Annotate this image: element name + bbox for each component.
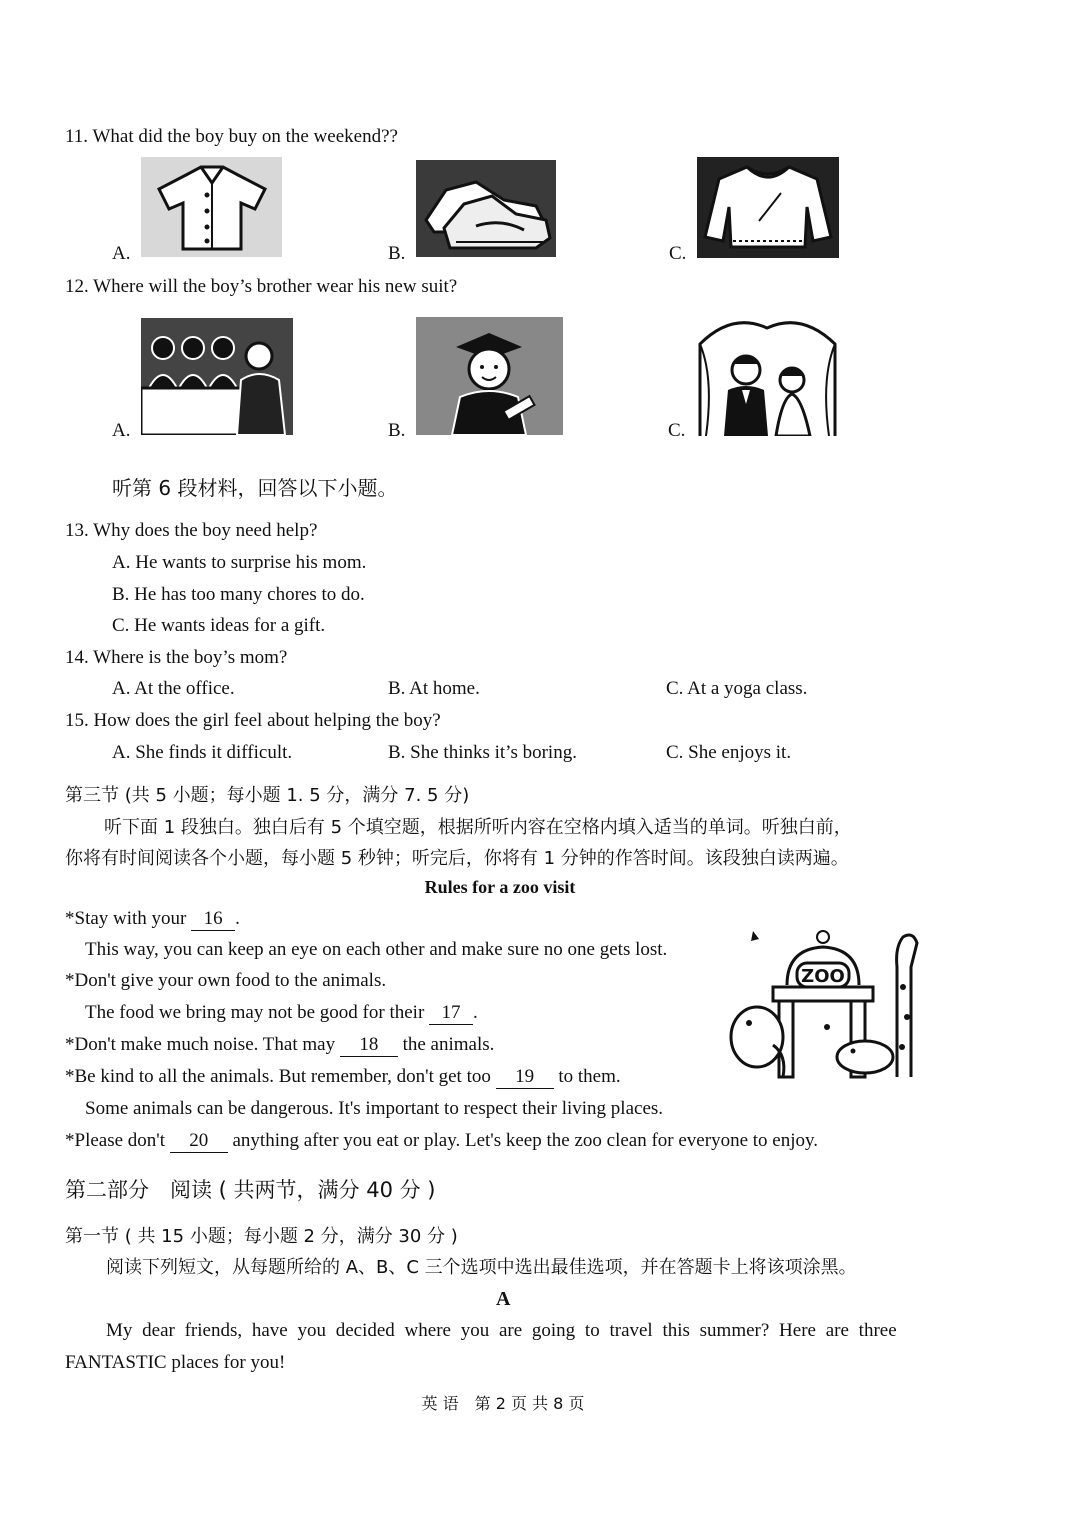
q11-option-c-label: C. (669, 243, 687, 264)
shirt-icon (141, 157, 282, 257)
zoo-sign: ZOO (801, 966, 845, 987)
rule-text: The food we bring may not be good for their (85, 1002, 425, 1023)
zoo-rules-title: Rules for a zoo visit (424, 877, 576, 897)
answer-blank-18[interactable]: 18 (340, 1035, 398, 1057)
page-footer: 英 语 第 2 页 共 8 页 (421, 1394, 585, 1413)
rule-text: Stay with your (74, 908, 187, 929)
rule-16-explanation: This way, you can keep an eye on each other and make sure no one gets lost. (85, 939, 668, 960)
section-3-instruction-line-2: 你将有时间阅读各个小题，每小题 5 秒钟；听完后，你将有 1 分钟的作答时间。该段独白读两遍。 (65, 848, 849, 869)
q12-option-c-label: C. (668, 420, 686, 441)
graduation-icon (416, 317, 563, 435)
section-3-instruction-line-1: 听下面 1 段独白。独白后有 5 个填空题，根据所听内容在空格内填入适当的单词。听独白前， (104, 817, 852, 838)
q13-stem: 13. Why does the boy need help? (65, 520, 318, 541)
q12-option-a-label: A. (112, 420, 131, 441)
answer-blank-17[interactable]: 17 (429, 1003, 473, 1025)
rule-18 (65, 1034, 494, 1057)
rule-text-end: . (235, 908, 240, 929)
rule-text-end: . (473, 1002, 478, 1023)
job-interview-icon (141, 318, 293, 435)
bullet: * (65, 970, 75, 991)
passage-line-1: My dear friends, have you decided where you are going to travel this summer? Here are three (106, 1320, 897, 1341)
q12-stem: 12. Where will the boy’s brother wear his new suit? (65, 276, 458, 297)
answer-blank-16[interactable]: 16 (191, 909, 235, 931)
rule-17 (85, 1002, 478, 1025)
rule-19 (65, 1066, 621, 1089)
rule-text: Don't give your own food to the animals. (74, 970, 387, 991)
rule-text-end: to them. (558, 1066, 621, 1087)
section-3-heading: 第三节 (共 5 小题；每小题 1. 5 分，满分 7. 5 分) (65, 785, 470, 806)
q13-option-b: B. He has too many chores to do. (112, 584, 365, 605)
rule-text: Don't make much noise. That may (74, 1034, 336, 1055)
rule-text-end: the animals. (402, 1034, 495, 1055)
bullet: * (65, 1130, 75, 1151)
q12-option-b-label: B. (388, 420, 406, 441)
wedding-icon (696, 318, 839, 436)
q11-option-a-label: A. (112, 243, 131, 264)
part-2-instruction: 阅读下列短文，从每题所给的 A、B、C 三个选项中选出最佳选项，并在答题卡上将该项涂黑。 (106, 1257, 857, 1278)
q14-option-a: A. At the office. (112, 678, 235, 699)
passage-label: A (496, 1288, 511, 1310)
q13-option-c: C. He wants ideas for a gift. (112, 615, 326, 636)
q11-option-b-label: B. (388, 243, 406, 264)
q15-option-b: B. She thinks it’s boring. (388, 742, 577, 763)
passage-line-2: FANTASTIC places for you! (65, 1352, 286, 1373)
bullet: * (65, 1066, 75, 1087)
answer-blank-19[interactable]: 19 (496, 1067, 554, 1089)
section-6-heading: 听第 6 段材料，回答以下小题。 (112, 476, 398, 500)
part-2-section-1-heading: 第一节 ( 共 15 小题；每小题 2 分，满分 30 分 ) (65, 1226, 458, 1247)
rule-19-explanation: Some animals can be dangerous. It's important to respect their living places. (85, 1098, 664, 1119)
q13-option-a: A. He wants to surprise his mom. (112, 552, 367, 573)
rule-16 (65, 908, 240, 931)
rule-text: Be kind to all the animals. But remember, don't get too (74, 1066, 491, 1087)
q15-option-c: C. She enjoys it. (666, 742, 792, 763)
q14-stem: 14. Where is the boy’s mom? (65, 647, 288, 668)
sweater-icon (697, 157, 839, 258)
q14-option-b: B. At home. (388, 678, 480, 699)
sneakers-icon (416, 160, 556, 257)
part-2-heading: 第二部分 阅读 ( 共两节，满分 40 分 ) (65, 1178, 436, 1202)
rule-text-end: anything after you eat or play. Let's keep the zoo clean for everyone to enjoy. (232, 1130, 819, 1151)
rule-food (65, 970, 386, 992)
answer-blank-20[interactable]: 20 (170, 1131, 228, 1153)
bullet: * (65, 1034, 75, 1055)
q11-stem: 11. What did the boy buy on the weekend?? (65, 126, 398, 147)
bullet: * (65, 908, 75, 929)
rule-text: Please don't (74, 1130, 165, 1151)
q14-option-c: C. At a yoga class. (666, 678, 808, 699)
rule-20 (65, 1130, 818, 1153)
q15-stem: 15. How does the girl feel about helping the boy? (65, 710, 441, 731)
q15-option-a: A. She finds it difficult. (112, 742, 293, 763)
zoo-gate-illustration (727, 927, 925, 1080)
